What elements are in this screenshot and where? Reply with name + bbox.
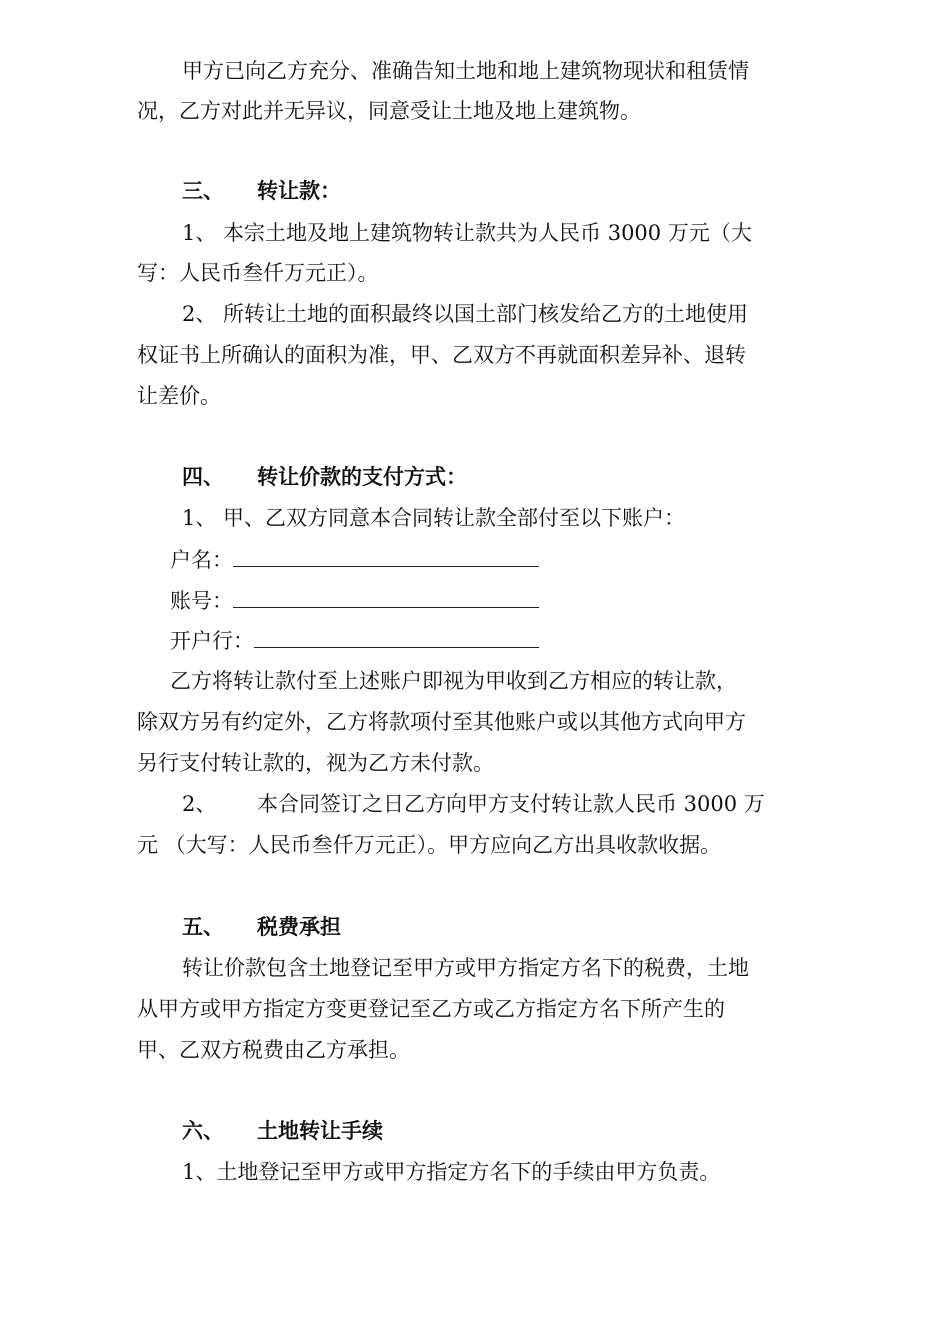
section-number: 六、: [182, 1118, 224, 1143]
paragraph-line: 权证书上所确认的面积为准，甲、乙双方不再就面积差异补、退转: [137, 343, 746, 367]
account-name-blank: [233, 544, 539, 567]
paragraph-line: 写：人民币叁仟万元正）。: [137, 261, 379, 285]
paragraph-line: 从甲方或甲方指定方变更登记至乙方或乙方指定方名下所产生的: [137, 997, 725, 1021]
bank-label: 开户行：: [170, 629, 254, 653]
section-number: 三、: [182, 178, 224, 203]
account-number-row: [170, 585, 539, 615]
paragraph-line: 1、土地登记至甲方或甲方指定方名下的手续由甲方负责。: [182, 1160, 721, 1184]
account-name-label: 户名：: [170, 548, 233, 572]
paragraph-line: 转让价款包含土地登记至甲方或甲方指定方名下的税费，土地: [182, 956, 749, 980]
paragraph-line: 元 （大写：人民币叁仟万元正）。甲方应向乙方出具收款收据。: [137, 833, 722, 857]
account-name-row: [170, 544, 539, 574]
section-number: 四、: [182, 464, 224, 489]
paragraph-line: 除双方另有约定外，乙方将款项付至其他账户或以其他方式向甲方: [137, 710, 746, 734]
section-number: 五、: [182, 914, 224, 939]
bank-blank: [254, 625, 539, 648]
paragraph-line: 让差价。: [137, 384, 221, 408]
paragraph-line: 本合同签订之日乙方向甲方支付转让款人民币 3000 万: [257, 792, 765, 816]
account-number-blank: [233, 585, 539, 608]
paragraph-line: 乙方将转让款付至上述账户即视为甲收到乙方相应的转让款，: [170, 669, 737, 693]
section-title: 转让价款的支付方式：: [257, 464, 467, 489]
bank-row: [170, 625, 539, 655]
section-title: 税费承担: [257, 914, 341, 939]
paragraph-line: 1、 甲、乙双方同意本合同转让款全部付至以下账户：: [182, 506, 686, 530]
section-title: 土地转让手续: [257, 1118, 383, 1143]
paragraph-line: 1、 本宗土地及地上建筑物转让款共为人民币 3000 万元（大: [182, 221, 752, 245]
clause-number: 2、: [182, 792, 217, 816]
paragraph-line: 况，乙方对此并无异议，同意受让土地及地上建筑物。: [137, 99, 641, 123]
paragraph-line: 另行支付转让款的，视为乙方未付款。: [137, 751, 494, 775]
section-title: 转让款：: [257, 178, 341, 203]
paragraph-line: 甲、乙双方税费由乙方承担。: [137, 1038, 410, 1062]
paragraph-line: 甲方已向乙方充分、准确告知土地和地上建筑物现状和租赁情: [182, 59, 749, 83]
account-number-label: 账号：: [170, 589, 233, 613]
paragraph-line: 2、 所转让土地的面积最终以国土部门核发给乙方的土地使用: [182, 302, 749, 326]
